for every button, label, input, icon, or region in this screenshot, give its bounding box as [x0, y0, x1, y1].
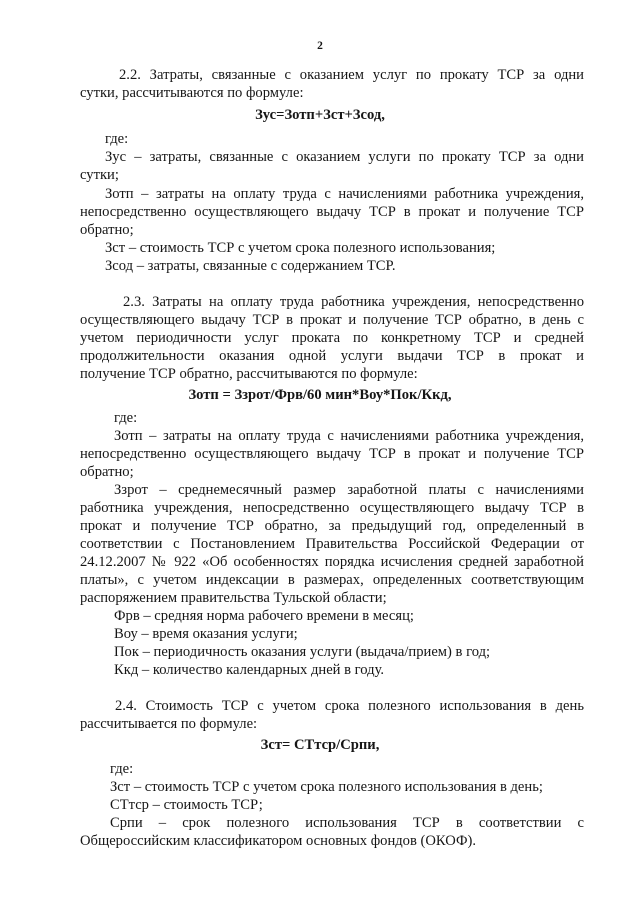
s22-def-line-1: Зус – затраты, связанные с оказанием услуги по прокату ТСР за одни: [105, 149, 584, 165]
s23-def-line-8: 24.12.2007 № 922 «Об особенностях порядка исчисления средней заработной: [80, 554, 584, 570]
s22-def-line-2: сутки;: [80, 167, 119, 183]
s23-def-line-4: Ззрот – среднемесячный размер заработной платы с начислениями: [114, 482, 584, 498]
s22-def-line-3: Зотп – затраты на оплату труда с начислениями работника учреждения,: [105, 186, 584, 202]
s23-def-line-6: прокат и получение ТСР обратно, за предыдущий год, определенный в: [80, 518, 584, 534]
s22-def-line-5: обратно;: [80, 222, 134, 238]
s23-where: где:: [114, 410, 138, 426]
s22-def-line-6: Зст – стоимость ТСР с учетом срока полезного использования;: [105, 240, 496, 256]
s23-intro-line-2: осуществляющего выдачу ТСР в прокат и получение ТСР обратно, в день с: [80, 312, 584, 328]
s22-def-line-4: непосредственно осуществляющего выдачу ТСР в прокат и получение ТСР: [80, 204, 584, 220]
s23-intro-line-5: получение ТСР обратно, рассчитываются по формуле:: [80, 366, 418, 382]
s24-intro-line-1: 2.4. Стоимость ТСР с учетом срока полезного использования в день: [115, 698, 584, 714]
s23-def-line-2: непосредственно осуществляющего выдачу ТСР в прокат и получение ТСР: [80, 446, 584, 462]
s24-def-line-4: Общероссийским классификатором основных фондов (ОКОФ).: [80, 833, 477, 849]
s23-intro-line-4: продолжительности оказания одной услуги выдачи ТСР в прокат и: [80, 348, 584, 364]
s23-intro-line-1: 2.3. Затраты на оплату труда работника учреждения, непосредственно: [123, 294, 584, 310]
s23-formula: Зотп = Ззрот/Фрв/60 мин*Воу*Пок/Ккд,: [188, 387, 452, 403]
s24-def-line-2: СТтср – стоимость ТСР;: [110, 797, 263, 813]
s22-intro-line-1: 2.2. Затраты, связанные с оказанием услуг по прокату ТСР за одни: [119, 67, 584, 83]
s23-def-line-13: Пок – периодичность оказания услуги (выдача/прием) в год;: [114, 644, 491, 660]
s23-def-line-14: Ккд – количество календарных дней в году.: [114, 662, 385, 678]
s22-where: где:: [105, 131, 129, 147]
s23-def-line-3: обратно;: [80, 464, 134, 480]
s23-def-line-12: Воу – время оказания услуги;: [114, 626, 298, 642]
s23-def-line-10: распоряжением правительства Тульской области;: [80, 590, 387, 606]
s24-intro-line-2: рассчитывается по формуле:: [80, 716, 258, 732]
page-number: 2: [317, 40, 323, 52]
s24-def-line-3: Српи – срок полезного использования ТСР в соответствии с: [110, 815, 584, 831]
s22-formula: Зус=Зотп+Зст+Зсод,: [255, 107, 385, 123]
s23-intro-line-3: учетом периодичности услуг проката по конкретному ТСР и средней: [80, 330, 584, 346]
s23-def-line-5: работника учреждения, непосредственно осуществляющего выдачу ТСР в: [80, 500, 584, 516]
s24-where: где:: [110, 761, 134, 777]
s23-def-line-11: Фрв – средняя норма рабочего времени в месяц;: [114, 608, 414, 624]
s23-def-line-7: соответствии с Постановлением Правительства Российской Федерации от: [80, 536, 584, 552]
s24-formula: Зст= СТтср/Српи,: [260, 737, 380, 753]
s23-def-line-9: платы», с учетом индексации в размерах, определенных соответствующим: [80, 572, 584, 588]
s23-def-line-1: Зотп – затраты на оплату труда с начислениями работника учреждения,: [114, 428, 584, 444]
s24-def-line-1: Зст – стоимость ТСР с учетом срока полезного использования в день;: [110, 779, 543, 795]
s22-intro-line-2: сутки, рассчитываются по формуле:: [80, 85, 304, 101]
s22-def-line-7: Зсод – затраты, связанные с содержанием ТСР.: [105, 258, 396, 274]
